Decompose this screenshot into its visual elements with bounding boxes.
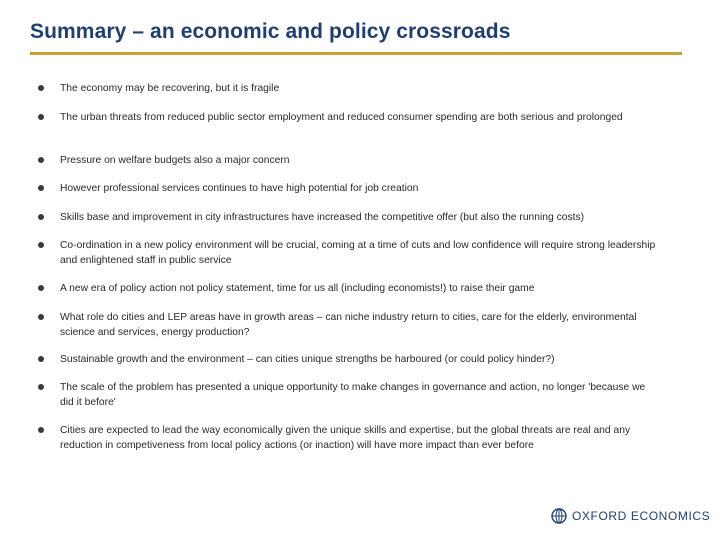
bullet-dot-icon [38, 242, 44, 248]
bullet-item [38, 310, 678, 340]
bullet-item [38, 153, 678, 168]
bullet-text: The economy may be recovering, but it is fragile [60, 83, 280, 94]
bullet-item [38, 181, 678, 196]
title-divider [30, 52, 682, 55]
bullet-dot-icon [38, 114, 44, 120]
bullet-item [38, 81, 678, 96]
bullet-item [38, 210, 678, 225]
bullet-item [38, 380, 678, 410]
bullet-text: The scale of the problem has presented a unique opportunity to make changes in governance and action, no longer 'because we did it before' [60, 382, 646, 408]
bullet-text: However professional services continues to have high potential for job creation [60, 183, 419, 194]
bullet-text: What role do cities and LEP areas have in growth areas – can niche industry return to cities, care for the elderly, environmental science and services, energy production? [60, 312, 637, 338]
bullet-item [38, 281, 678, 296]
bullet-text: Pressure on welfare budgets also a major concern [60, 155, 290, 166]
logo-text: OXFORD ECONOMICS [572, 509, 711, 523]
bullet-dot-icon [38, 314, 44, 320]
bullet-item [38, 352, 678, 367]
bullet-text: Cities are expected to lead the way economically given the unique skills and expertise, but the global threats are real and any reduction in competiveness from local policy actions (or inaction) will have more impact than ever before [60, 425, 631, 451]
globe-icon [551, 508, 567, 524]
bullet-dot-icon [38, 185, 44, 191]
bullet-item [38, 238, 678, 268]
bullet-dot-icon [38, 356, 44, 362]
slide-title: Summary – an economic and policy crossroads [30, 20, 511, 43]
bullet-text: A new era of policy action not policy statement, time for us all (including economists!) to raise their game [60, 283, 535, 294]
bullet-dot-icon [38, 214, 44, 220]
bullet-text: The urban threats from reduced public sector employment and reduced consumer spending are both serious and prolonged [60, 112, 623, 123]
bullet-dot-icon [38, 85, 44, 91]
bullet-text: Skills base and improvement in city infrastructures have increased the competitive offer (but also the running costs) [60, 212, 585, 223]
oxford-economics-logo [551, 508, 710, 524]
bullet-item [38, 423, 678, 453]
bullet-dot-icon [38, 157, 44, 163]
bullet-dot-icon [38, 285, 44, 291]
bullet-dot-icon [38, 427, 44, 433]
bullet-dot-icon [38, 384, 44, 390]
bullet-text: Co-ordination in a new policy environment will be crucial, coming at a time of cuts and low confidence will require strong leadership and enlightened staff in public service [60, 240, 656, 266]
bullet-text: Sustainable growth and the environment – can cities unique strengths be harboured (or could policy hinder?) [60, 354, 555, 365]
bullet-item [38, 110, 678, 125]
